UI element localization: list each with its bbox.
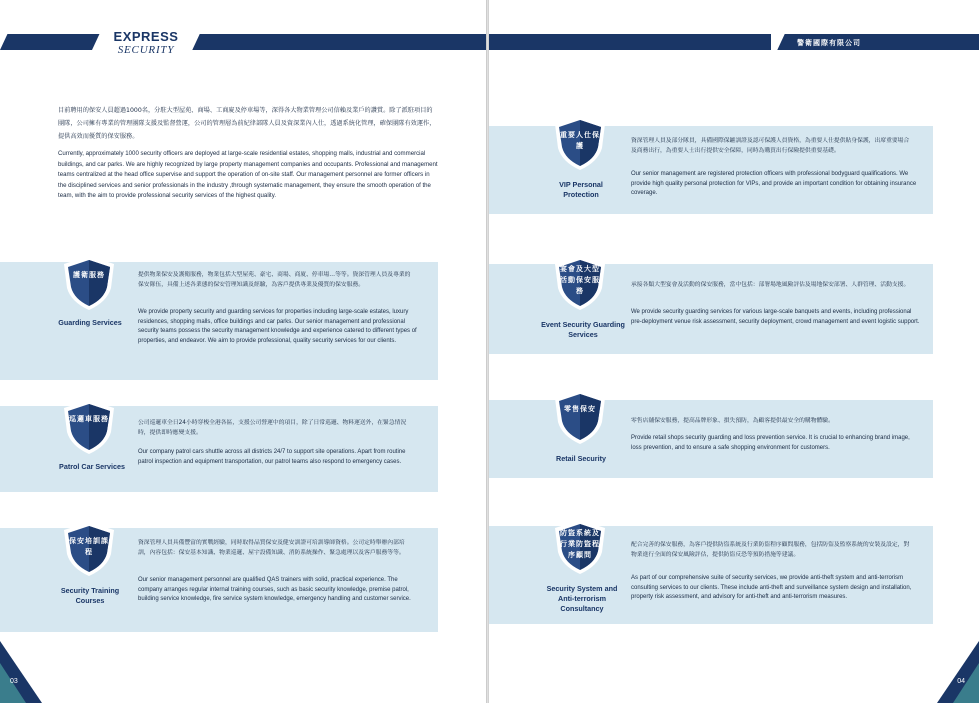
- logo-bottom-text: SECURITY: [117, 44, 175, 56]
- page-number-left: 03: [10, 678, 18, 685]
- patrol-car-panel: [0, 406, 438, 492]
- guarding-services-zh: 提供物業保安及護衛服務，物業包括大型屋苑、豪宅、商場、商廈、停車場…等等。資深管理人員及專業的保安隊伍，具備上述各業態的保安管理知識及經驗，為客戶提供專業及優質的保安服務。: [138, 272, 411, 288]
- vip-badge-text: 重要人仕保護: [560, 131, 600, 150]
- patrol-shield-icon: [60, 398, 118, 456]
- intro-english: Currently, approximately 1000 security officers are deployed at large-scale residential estates, shopping malls, industrial and commercial buildings, and car parks. We are highly recognized by large property management companies and occupants. Professional and management teams centralized at the head office supervise and support the operation of on-site staff. Our management personnel are former officers in the disciplined services and senior professionals in the industry ,through systematic management, they ensure the smooth operation of the team, with the aim to provide professional security services of the highest quality.: [58, 150, 438, 199]
- guarding-services-en: We provide property security and guarding services for properties including large-scale estates, luxury residences, shopping malls, office buildings and car parks. Our senior management and professional security teams possess the security management knowledge and experience catered to different types of properties, and endeavor. We aim to provide professional, quality security services for our clients.: [138, 309, 417, 344]
- training-badge-text: 保安培訓課程: [69, 537, 109, 556]
- training-shield-icon: [60, 520, 118, 578]
- page-number-right: 04: [957, 678, 965, 685]
- system-badge-text: 防盜系統及行業防盜程序顧問: [560, 529, 600, 559]
- event-badge-text: 宴會及大型活動保安服務: [560, 265, 600, 295]
- system-en: As part of our comprehensive suite of security services, we provide anti-theft system and anti-terrorism consulting services to our clients. These include anti-theft and surveillance system design and installation, property risk assessment, and advisory for anti-theft and anti-terrorism measures.: [631, 575, 912, 601]
- vip-en: Our senior management are registered protection officers with professional bodyguard qualifications. We provide high quality personal protection for VIPs, and provide an important condition for obtaining insurance coverage.: [631, 171, 917, 197]
- vip-shield-icon: [551, 114, 609, 172]
- retail-zh: 零售店舖保安服務，提高品牌形象、損失預防，為顧客提供最安全的購物體驗。: [631, 418, 834, 424]
- intro-chinese: 目前聘用的保安人員超過1000名，分駐大型屋苑、商場、工商廈及停車場等，深得各大物業管理公司信賴及業戶的讚賞。除了派駐項目的團隊，公司擁有專業的管理團隊支援及監督營運，公司的管理層為前紀律部隊人員及資深業內人仕，透過系統化管理，確保團隊有效運作，提供高效而優質的保安服務。: [58, 107, 436, 140]
- guarding-badge-text: 護衛服務: [73, 271, 105, 279]
- retail-title: Retail Security: [556, 454, 606, 463]
- retail-security-panel: [489, 400, 933, 478]
- event-shield-icon: [551, 254, 609, 312]
- express-security-logo: [106, 30, 186, 56]
- system-shield-icon: [551, 518, 609, 576]
- left-page: [0, 0, 486, 703]
- patrol-car-en: Our company patrol cars shuttle across all districts 24/7 to support site operations. Apart from routine patrol inspection and equipment transportation, our patrol teams also respond to emergency cases.: [138, 449, 406, 465]
- vip-title: VIP Personal Protection: [559, 180, 603, 199]
- patrol-badge-text: 巡邏車服務: [69, 415, 109, 423]
- guarding-shield-icon: [60, 254, 118, 312]
- header-bar-right: [489, 34, 771, 50]
- system-title: Security System and Anti-terrorism Consultancy: [546, 584, 618, 613]
- patrol-car-title: Patrol Car Services: [59, 462, 125, 471]
- logo-top-text: EXPRESS: [113, 29, 179, 44]
- intro-section: [58, 104, 438, 202]
- system-zh: 配合完善的保安服務，為客戶提供防盜系統及行業防盜程序顧問服務，包括防盜及監察系統的安裝及設定，對物業進行全面的保安風險評估，提供防盜反恐等預防措施等建議。: [631, 542, 910, 558]
- company-name: 警衛國際有限公司: [797, 39, 861, 47]
- header-bar-left: [0, 34, 99, 50]
- vip-protection-panel: [489, 126, 933, 214]
- training-panel: [0, 528, 438, 632]
- event-zh: 承接各類大型宴會及活動的保安服務，當中包括：部署場地風險評估及場地保安部署、人群管理、活動支援。: [631, 282, 910, 288]
- guarding-services-panel: [0, 262, 438, 380]
- right-page: [489, 0, 979, 703]
- event-security-panel: [489, 264, 933, 354]
- training-zh: 資深管理人員具備豐富的實戰經驗，同時取得品質保安及健安訓證可培訓導師資格。公司定時舉辦內部培訓，內容包括：保安基本知識、物業巡邏、屋宇設備知識、消防系統操作、緊急處理以及客戶服務等等。: [138, 540, 405, 556]
- guarding-services-title: Guarding Services: [58, 318, 122, 327]
- event-en: We provide security guarding services for various large-scale banquets and events, including professional pre-deployment venue risk assessment, security deployment, crowd management and event logistic support.: [631, 309, 920, 325]
- training-en: Our senior management personnel are qualified QAS trainers with solid, practical experience. The company arranges regular internal training courses, such as basic security knowledge, premise patrol, building service knowledge, fire service system knowledge, emergency handling and customer service.: [138, 577, 411, 603]
- retail-badge-text: 零售保安: [564, 405, 596, 413]
- security-system-panel: [489, 526, 933, 624]
- vip-zh: 資深管理人員及部分隊員，具備國際保鑣訓證及認可保護人員資格，為重要人仕提供貼身保護，出席重要場合及商務出行，為重要人士出行提供安全保障，同時為購買出行保險提供重要基礎。: [631, 138, 910, 154]
- retail-shield-icon: [551, 388, 609, 446]
- training-title: Security Training Courses: [60, 586, 120, 605]
- patrol-car-zh: 公司巡邏車全日24小時穿梭全港各區，支援公司營運中的項目，除了日常巡邏、物料運送外，在緊急情況時，提供即時應變支援。: [138, 420, 407, 436]
- retail-en: Provide retail shops security guarding and loss prevention service. It is crucial to enhancing brand image, loss prevention, and to ensure a safe shopping environment for customers.: [631, 435, 910, 451]
- header-bar-left-right: [192, 34, 486, 50]
- event-title: Event Security Guarding Services: [541, 320, 625, 339]
